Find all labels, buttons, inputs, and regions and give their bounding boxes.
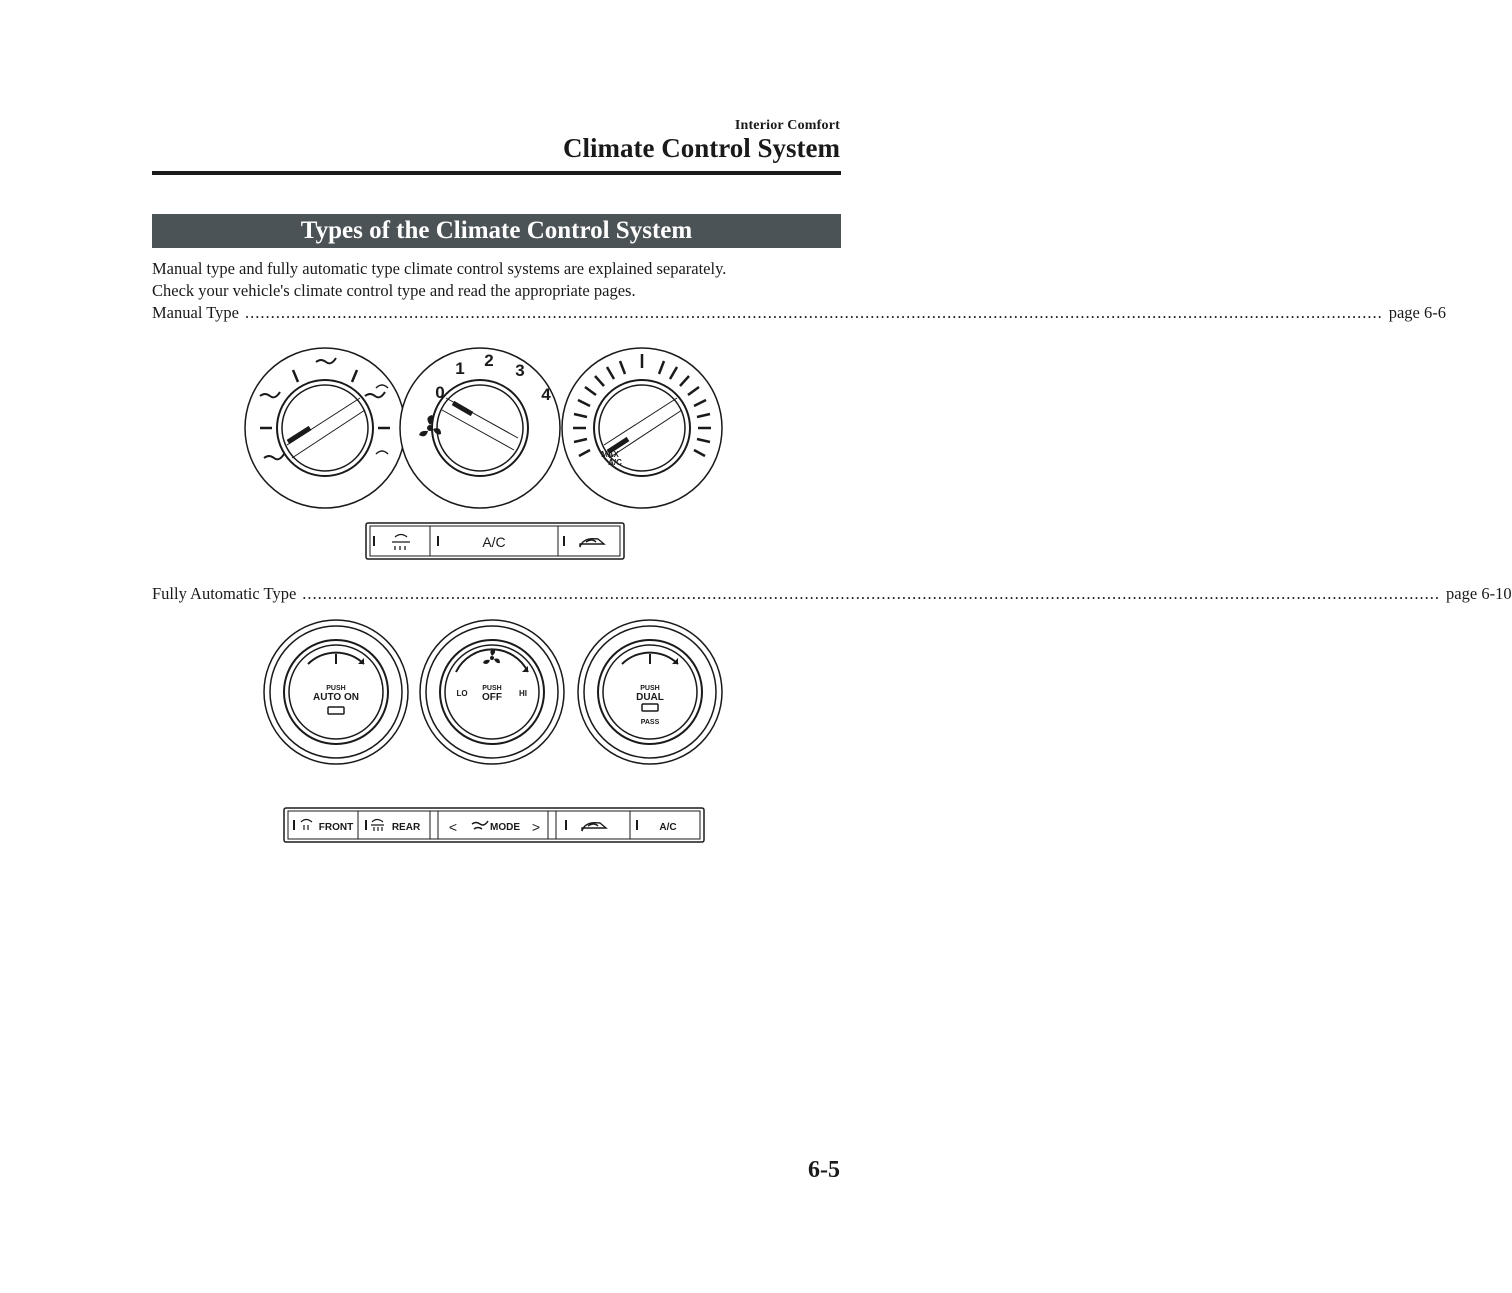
off-label: OFF bbox=[482, 692, 502, 703]
section-header: Climate Control System bbox=[563, 133, 840, 163]
temp-ac-label: A/C bbox=[608, 458, 622, 467]
toc-label: Manual Type bbox=[152, 303, 239, 322]
chapter-title: Interior Comfort bbox=[734, 118, 840, 133]
auto-knob-push: PUSH bbox=[326, 685, 346, 692]
auto-on-label: AUTO ON bbox=[313, 692, 359, 703]
toc-label: Fully Automatic Type bbox=[152, 584, 297, 603]
toc-fully-automatic-type[interactable] bbox=[152, 583, 1512, 605]
manual-type-panel-figure bbox=[240, 340, 760, 565]
fan-hi-label: HI bbox=[519, 689, 527, 698]
ac-button-label: A/C bbox=[659, 822, 677, 833]
dual-label: DUAL bbox=[636, 692, 664, 703]
intro-paragraph-2: Check your vehicle's climate control type and read the appropriate pages. bbox=[152, 281, 636, 300]
header-divider bbox=[152, 171, 841, 175]
auto-button-strip bbox=[284, 808, 704, 842]
temp-max-label: MAX bbox=[601, 450, 619, 459]
fan-speed-2: 2 bbox=[484, 351, 494, 370]
toc-page-ref: page 6-6 bbox=[1388, 303, 1447, 322]
fan-knob-push: PUSH bbox=[482, 685, 502, 692]
toc-leader-dots: .............................................................................................................................................................................................................................. bbox=[302, 584, 1441, 603]
toc-manual-type[interactable] bbox=[152, 302, 1447, 324]
ac-button-label: A/C bbox=[482, 534, 506, 550]
mode-next-button[interactable]: > bbox=[531, 819, 541, 835]
fan-speed-4: 4 bbox=[541, 385, 551, 404]
mode-selector-knob bbox=[245, 348, 405, 508]
rear-button-label: REAR bbox=[391, 822, 421, 833]
intro-paragraph-1: Manual type and fully automatic type climate control systems are explained separately. bbox=[152, 259, 727, 278]
toc-leader-dots: .............................................................................................................................................................................................................................. bbox=[244, 303, 1383, 322]
mode-button-label: MODE bbox=[490, 822, 520, 833]
section-title-bar bbox=[152, 214, 841, 248]
manual-button-strip bbox=[366, 523, 624, 559]
fan-lo-label: LO bbox=[456, 689, 468, 698]
fan-speed-knob bbox=[400, 348, 560, 508]
automatic-type-panel-figure bbox=[260, 612, 710, 852]
temperature-knob bbox=[562, 348, 722, 508]
pass-label: PASS bbox=[640, 719, 660, 726]
dual-knob-push: PUSH bbox=[640, 685, 660, 692]
section-title: Types of the Climate Control System bbox=[300, 217, 693, 244]
toc-page-ref: page 6-10 bbox=[1446, 584, 1512, 603]
page-number: 6-5 bbox=[808, 1157, 840, 1183]
fan-speed-1: 1 bbox=[455, 359, 465, 378]
front-button-label: FRONT bbox=[318, 822, 354, 833]
fan-speed-0: 0 bbox=[435, 383, 445, 402]
mode-prev-button[interactable]: < bbox=[448, 819, 458, 835]
fan-speed-3: 3 bbox=[515, 361, 525, 380]
